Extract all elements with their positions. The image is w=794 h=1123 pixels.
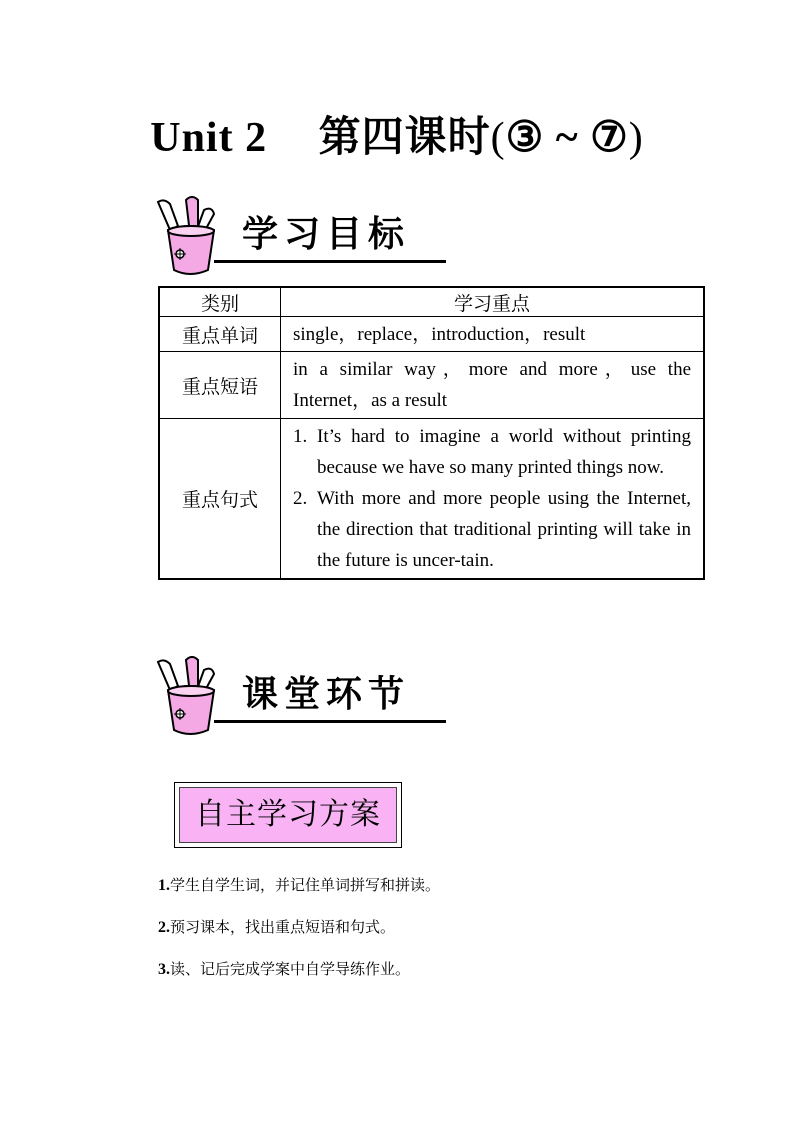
goals-table — [158, 286, 705, 580]
section-title: 学习目标 — [242, 214, 411, 255]
list-item — [158, 958, 440, 1000]
lesson-range: ③ ~ ⑦ — [505, 115, 629, 161]
phrase-line: in a similar way，more and more，use the — [293, 359, 691, 380]
column-header: 学习重点 — [281, 287, 705, 317]
plan-title-box — [174, 782, 402, 848]
section-class — [150, 656, 460, 738]
section-title: 课堂环节 — [242, 674, 411, 715]
content-cell — [281, 352, 705, 419]
category-cell: 重点短语 — [159, 352, 281, 419]
range-open: ( — [490, 115, 506, 161]
phrase-line: Internet，as a result — [293, 390, 448, 411]
step-number: 2. — [158, 919, 170, 936]
item-text: It’s hard to imagine a world without printing because we have so many printed things now. — [317, 426, 691, 478]
step-text: 读、记后完成学案中自学导练作业。 — [170, 960, 411, 978]
item-text: With more and more people using the Internet, the direction that traditional printing will take in the future is uncer-tain. — [317, 488, 691, 571]
category-cell: 重点单词 — [159, 317, 281, 352]
section-underline — [214, 720, 446, 723]
pen-holder-icon — [150, 196, 228, 278]
section-underline — [214, 260, 446, 263]
section-goals — [150, 196, 460, 278]
step-number: 3. — [158, 961, 170, 978]
plan-steps — [158, 874, 440, 1000]
list-item — [293, 421, 691, 483]
pen-holder-icon — [150, 656, 228, 738]
lesson-label: 第四课时 — [318, 112, 491, 161]
step-number: 1. — [158, 877, 170, 894]
table-header-row — [159, 287, 704, 317]
list-item — [158, 874, 440, 916]
list-item — [293, 483, 691, 576]
table-row — [159, 419, 704, 580]
table-row — [159, 317, 704, 352]
content-cell: single，replace，introduction，result — [281, 317, 705, 352]
step-text: 预习课本，找出重点短语和句式。 — [170, 918, 396, 936]
table-row — [159, 352, 704, 419]
category-cell: 重点句式 — [159, 419, 281, 580]
plan-title: 自主学习方案 — [179, 787, 397, 843]
item-number: 2. — [293, 488, 308, 509]
item-number: 1. — [293, 426, 308, 447]
step-text: 学生自学生词，并记住单词拼写和拼读。 — [170, 876, 441, 894]
column-header: 类别 — [159, 287, 281, 317]
range-close: ) — [628, 115, 644, 161]
page-title — [0, 104, 794, 164]
content-cell — [281, 419, 705, 580]
sentence-list — [293, 421, 691, 576]
unit-label: Unit 2 — [150, 115, 268, 161]
list-item — [158, 916, 440, 958]
